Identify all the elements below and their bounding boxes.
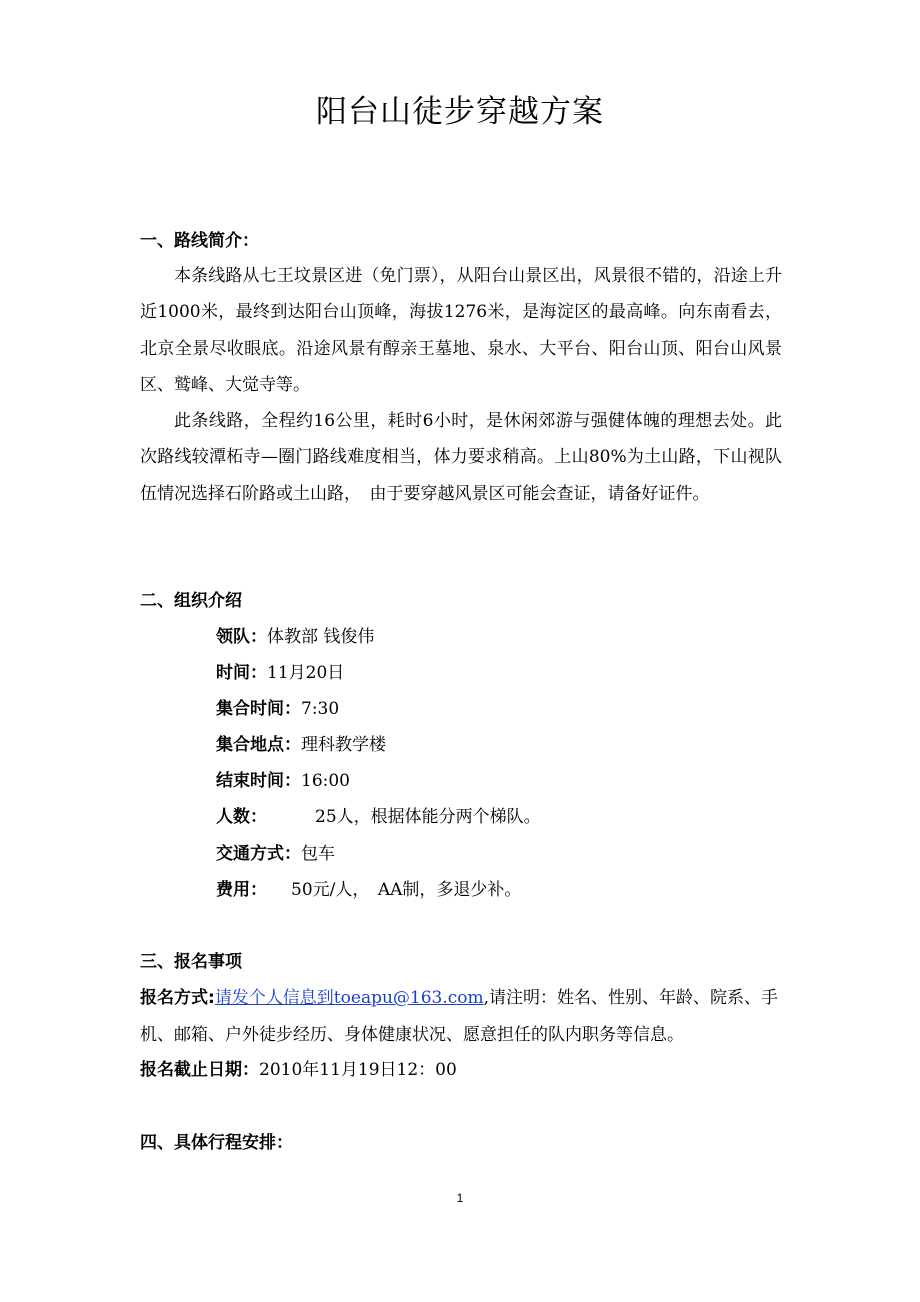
org-item-label: 集合地点： — [216, 735, 301, 755]
section-heading-schedule: 四、具体行程安排： — [140, 1133, 293, 1153]
org-item-value: 11月20日 — [267, 663, 345, 683]
org-item-leader — [216, 625, 374, 649]
section-heading-registration: 三、报名事项 — [140, 952, 242, 972]
org-item-value: 50元/人， AA制，多退少补。 — [291, 880, 522, 900]
registration-method-colon: : — [208, 988, 215, 1008]
org-item-end-time — [216, 769, 350, 793]
org-item-label: 时间： — [216, 663, 267, 683]
org-item-value: 16:00 — [301, 771, 350, 791]
registration-deadline — [140, 1058, 457, 1082]
org-item-headcount — [216, 805, 541, 829]
registration-method — [140, 980, 782, 1053]
registration-method-text: ,请注明：姓名、性别、年龄、院系、手机、邮箱、户外徒步经历、身体健康状况、愿意担任的队内职务等信息。 — [140, 988, 779, 1045]
registration-deadline-value: 2010年11月19日12：00 — [259, 1060, 457, 1080]
org-item-value: 体教部 钱俊伟 — [267, 627, 375, 647]
registration-email-link[interactable]: 请发个人信息到toeapu@163.com — [214, 988, 484, 1008]
org-item-date — [216, 661, 344, 685]
org-item-label: 费用： — [216, 880, 267, 900]
org-item-meet-time — [216, 697, 339, 721]
org-item-fee — [216, 878, 521, 902]
org-item-value: 25人，根据体能分两个梯队。 — [315, 807, 541, 827]
route-paragraph-1: 本条线路从七王坟景区进（免门票），从阳台山景区出，风景很不错的，沿途上升近1000米，最终到达阳台山顶峰，海拔1276米，是海淀区的最高峰。向东南看去，北京全景尽收眼底。沿途风景有醇亲王墓地、泉水、大平台、阳台山顶、阳台山风景区、鹫峰、大觉寺等。 — [140, 266, 782, 395]
document-title: 阳台山徒步穿越方案 — [316, 94, 604, 130]
org-item-meet-place — [216, 733, 386, 757]
org-item-transport — [216, 842, 335, 866]
org-item-value: 理科教学楼 — [301, 735, 386, 755]
org-item-label: 交通方式： — [216, 844, 301, 864]
registration-method-label: 报名方式 — [140, 988, 208, 1008]
org-item-label: 结束时间： — [216, 771, 301, 791]
section-heading-route: 一、路线简介： — [140, 231, 259, 251]
org-item-label: 集合时间： — [216, 699, 301, 719]
org-item-label: 人数： — [216, 807, 267, 827]
page-number: 1 — [456, 1191, 464, 1205]
org-item-label: 领队： — [216, 627, 267, 647]
route-paragraph-2: 此条线路，全程约16公里，耗时6小时，是休闲郊游与强健体魄的理想去处。此次路线较潭柘寺—圈门路线难度相当，体力要求稍高。上山80%为土山路，下山视队伍情况选择石阶路或土山路， 由于要穿越风景区可能会查证，请备好证件。 — [140, 411, 782, 504]
registration-deadline-label: 报名截止日期： — [140, 1060, 259, 1080]
org-item-value: 7:30 — [301, 699, 340, 719]
section-heading-organization: 二、组织介绍 — [140, 591, 242, 611]
org-item-value: 包车 — [301, 844, 335, 864]
